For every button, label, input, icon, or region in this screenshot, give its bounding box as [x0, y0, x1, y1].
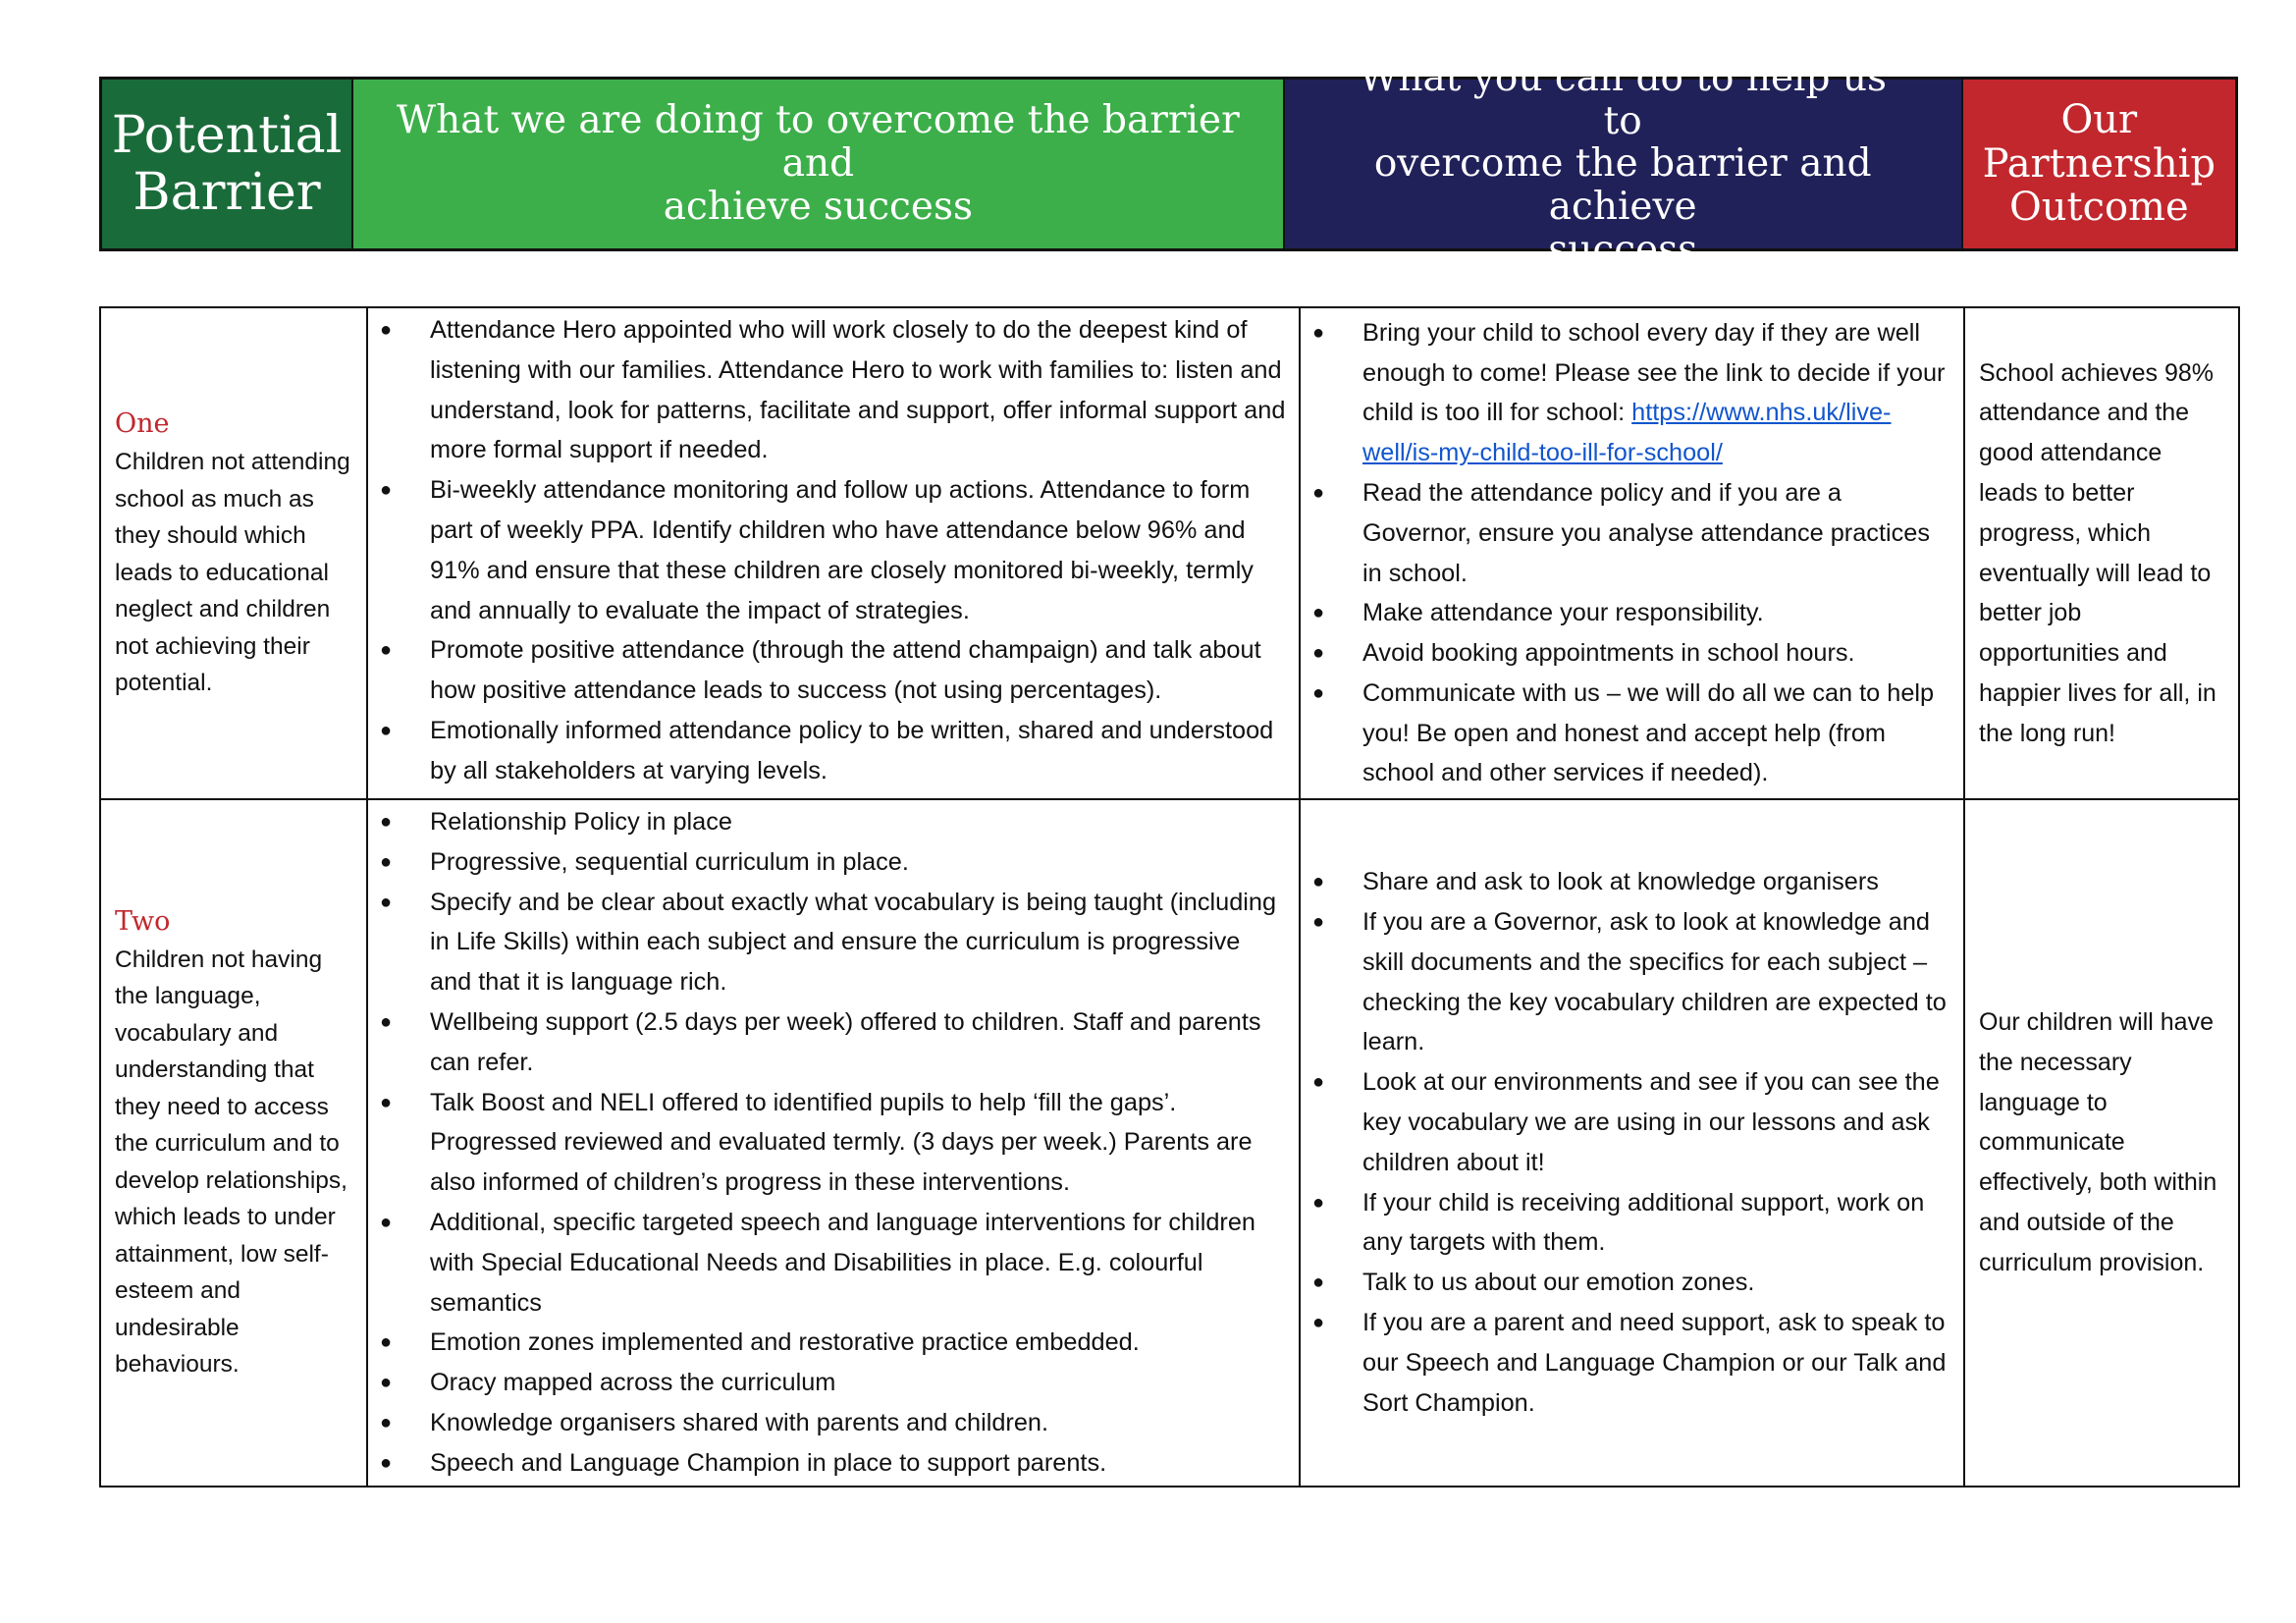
doing-item-text: Progressive, sequential curriculum in place. [430, 847, 909, 876]
help-item-text: If you are a Governor, ask to look at knowledge and skill documents and the specifics for each subject – checking the key vocabulary children are expected to learn. [1362, 907, 1947, 1056]
list-item [368, 1403, 1287, 1443]
doing-item-text: Promote positive attendance (through the attend champaign) and talk about how positive attendance leads to success (not using percentages). [430, 636, 1261, 705]
list-item [368, 310, 1287, 470]
barrier-number: One [115, 408, 170, 440]
bullet-icon: ● [380, 1331, 393, 1354]
list-item [1301, 1263, 1951, 1303]
help-item-text: Avoid booking appointments in school hours. [1362, 639, 1855, 668]
list-item [368, 470, 1287, 630]
outcome-text: School achieves 98% attendance and the good attendance leads to better progress, which eventually will lead to better job opportunities and happier lives for all, in the long run! [1979, 358, 2216, 747]
doing-item-text: Emotion zones implemented and restorative practice embedded. [430, 1328, 1140, 1357]
list-item [1301, 473, 1951, 593]
barrier-cell [100, 307, 367, 799]
help-item-text: Bring your child to school every day if they are well enough to come! Please see the link to decide if your child is too ill for school: [1362, 318, 1946, 427]
bullet-icon: ● [380, 891, 393, 913]
header-col1-line1: Potential [111, 105, 343, 165]
bullet-icon: ● [1312, 1071, 1325, 1094]
bullet-icon: ● [380, 1451, 393, 1474]
bullet-icon: ● [1312, 481, 1325, 504]
barrier-cell [100, 799, 367, 1487]
bullet-icon: ● [1312, 910, 1325, 933]
doing-list [368, 310, 1287, 791]
list-item [368, 1083, 1287, 1203]
bullet-icon: ● [1312, 1191, 1325, 1214]
bullet-icon: ● [380, 1091, 393, 1113]
doing-cell [367, 799, 1300, 1487]
list-item [368, 1203, 1287, 1323]
header-col3-line2: overcome the barrier and achieve [1373, 141, 1872, 229]
bullet-icon: ● [1312, 1311, 1325, 1333]
list-item [1301, 1062, 1951, 1182]
list-item [368, 1002, 1287, 1083]
bullet-icon: ● [1312, 321, 1325, 344]
outcome-text: Our children will have the necessary language to communicate effectively, both within and outside of the curriculum provision. [1979, 1007, 2217, 1276]
help-cell [1300, 799, 1964, 1487]
nhs-link[interactable]: https://www.nhs.uk/live-well/is-my-child-too-ill-for-school/ [1362, 399, 1892, 467]
barrier-number: Two [115, 905, 171, 937]
bullet-icon: ● [1312, 1271, 1325, 1294]
help-item-text: Talk to us about our emotion zones. [1362, 1269, 1755, 1297]
list-item [1301, 313, 1951, 473]
list-item [368, 1323, 1287, 1363]
list-item [1301, 902, 1951, 1062]
bullet-icon: ● [380, 1372, 393, 1394]
header-bar [99, 55, 2238, 272]
doing-item-text: Talk Boost and NELI offered to identified pupils to help ‘fill the gaps’. Progressed reviewed and evaluated termly. (3 days per week.) Parents are also informed of children’s progress in these interventions. [430, 1088, 1253, 1197]
barrier-description: Children not having the language, vocabulary and understanding that they need to access the curriculum and to develop relationships, which leads to under attainment, low self-esteem and undesirable behaviours. [115, 946, 347, 1379]
header-col4-line1: Our [2060, 96, 2138, 142]
help-item-text: If your child is receiving additional support, work on any targets with them. [1362, 1188, 1925, 1257]
header-col3-line1: What you can do to help us to [1359, 55, 1888, 143]
help-item-text: Make attendance your responsibility. [1362, 599, 1764, 627]
help-item-text: Communicate with us – we will do all we can to help you! Be open and honest and accept help (from school and other services if needed). [1362, 678, 1935, 787]
bullet-icon: ● [1312, 871, 1325, 893]
table-row [100, 307, 2239, 799]
doing-item-text: Speech and Language Champion in place to support parents. [430, 1448, 1107, 1477]
header-partnership-outcome [1963, 80, 2235, 248]
list-item [368, 711, 1287, 791]
list-item [1301, 633, 1951, 674]
outcome-cell [1964, 799, 2239, 1487]
bullet-icon: ● [380, 1411, 393, 1434]
help-list [1301, 313, 1951, 794]
bullet-icon: ● [380, 1211, 393, 1233]
bullet-icon: ● [1312, 681, 1325, 704]
bullet-icon: ● [380, 479, 393, 502]
header-col2-line1: What we are doing to overcome the barrier and [397, 98, 1240, 187]
doing-item-text: Wellbeing support (2.5 days per week) offered to children. Staff and parents can refer. [430, 1007, 1261, 1076]
header-col1-line2: Barrier [133, 163, 321, 222]
list-item [368, 842, 1287, 883]
header-col2-line2: achieve success [663, 184, 973, 229]
list-item [368, 630, 1287, 711]
outcome-cell [1964, 307, 2239, 799]
header-col4-line2: Partnership [1982, 140, 2216, 187]
bullet-icon: ● [380, 719, 393, 741]
help-cell [1300, 307, 1964, 799]
doing-cell [367, 307, 1300, 799]
bullet-icon: ● [380, 850, 393, 873]
header-what-we-are-doing [353, 80, 1285, 248]
list-item [368, 802, 1287, 842]
barrier-table [99, 306, 2240, 1488]
help-item-text: Look at our environments and see if you can see the key vocabulary we are using in our lessons and ask children about it! [1362, 1068, 1940, 1176]
table-row [100, 799, 2239, 1487]
list-item [1301, 1183, 1951, 1264]
bullet-icon: ● [1312, 602, 1325, 624]
bullet-icon: ● [1312, 642, 1325, 665]
help-item-text: Share and ask to look at knowledge organisers [1362, 868, 1879, 896]
doing-item-text: Relationship Policy in place [430, 808, 732, 836]
bullet-icon: ● [380, 1010, 393, 1033]
doing-item-text: Oracy mapped across the curriculum [430, 1369, 836, 1397]
header-what-you-can-do [1285, 55, 1963, 272]
doing-item-text: Additional, specific targeted speech and language interventions for children with Special Educational Needs and Disabilities in place. E.g. colourful semantics [430, 1208, 1255, 1317]
help-item-text: Read the attendance policy and if you are a Governor, ensure you analyse attendance practices in school. [1362, 478, 1930, 587]
bullet-icon: ● [380, 319, 393, 341]
list-item [1301, 862, 1951, 902]
bullet-icon: ● [380, 639, 393, 662]
doing-item-text: Specify and be clear about exactly what vocabulary is being taught (including in Life Skills) within each subject and ensure the curriculum is progressive and that it is language rich. [430, 888, 1277, 997]
doing-item-text: Knowledge organisers shared with parents and children. [430, 1408, 1048, 1436]
header-col3-line3: success [1548, 227, 1698, 272]
help-item-text: If you are a parent and need support, ask to speak to our Speech and Language Champion or our Talk and Sort Champion. [1362, 1308, 1947, 1417]
help-list [1301, 862, 1951, 1423]
doing-list [368, 802, 1287, 1484]
list-item [368, 883, 1287, 1002]
bullet-icon: ● [380, 811, 393, 833]
list-item [1301, 1303, 1951, 1423]
barrier-description: Children not attending school as much as they should which leads to educational neglect and children not achieving their potential. [115, 449, 350, 697]
list-item [1301, 674, 1951, 793]
doing-item-text: Attendance Hero appointed who will work closely to do the deepest kind of listening with our families. Attendance Hero to work with families to: listen and understand, look for patterns, facilitate and support, offer informal support and more formal support if needed. [430, 316, 1286, 464]
list-item [1301, 593, 1951, 633]
doing-item-text: Bi-weekly attendance monitoring and follow up actions. Attendance to form part of weekly PPA. Identify children who have attendance below 96% and 91% and ensure that these children are closely monitored bi-weekly, termly and annually to evaluate the impact of strategies. [430, 476, 1254, 624]
doing-item-text: Emotionally informed attendance policy to be written, shared and understood by all stakeholders at varying levels. [430, 716, 1274, 784]
header-col4-line3: Outcome [2008, 185, 2189, 231]
list-item [368, 1443, 1287, 1484]
list-item [368, 1363, 1287, 1403]
header-potential-barrier [102, 80, 353, 248]
